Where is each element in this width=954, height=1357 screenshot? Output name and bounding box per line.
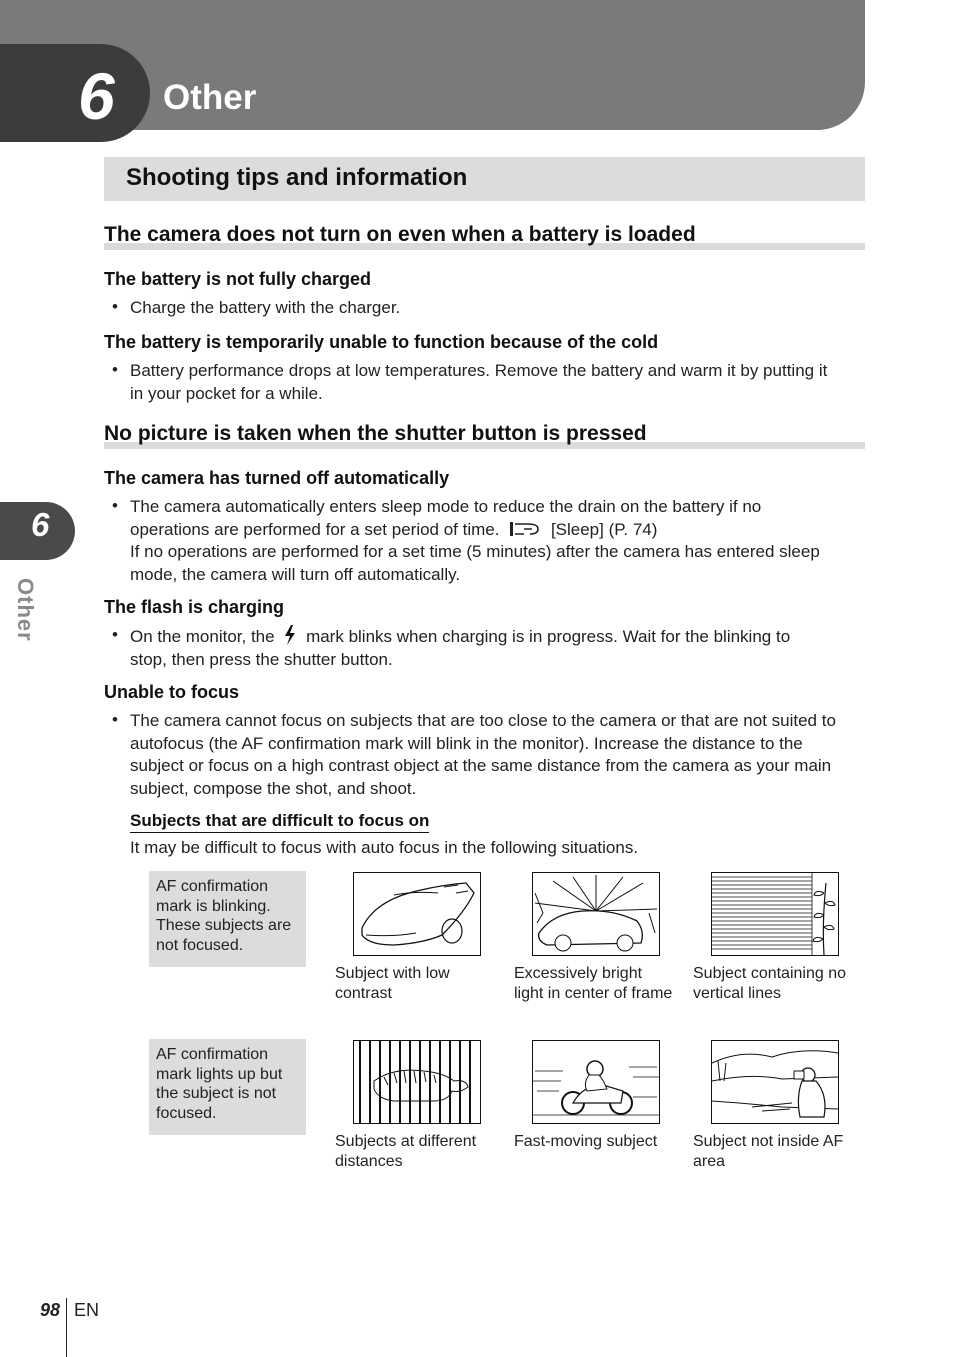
motorcycle-icon [532, 1040, 660, 1124]
subsection-heading-text: The camera does not turn on even when a battery is loaded [104, 223, 696, 246]
af-note-lit: AF confirmation mark lights up but the subject is not focused. [149, 1039, 306, 1135]
difficult-subjects-intro: It may be difficult to focus with auto focus in the following situations. [130, 838, 639, 857]
subsection-heading [104, 223, 865, 247]
bullet-text: Charge the battery with the charger. [130, 298, 401, 317]
bullet-continuation: If no operations are performed for a set time (5 minutes) after the camera has entered sleep mode, the camera will turn off automatically. [130, 542, 820, 584]
caption-low-contrast: Subject with low contrast [335, 965, 450, 1002]
bullet-mark: • [112, 360, 118, 379]
chapter-number-tab [0, 44, 150, 142]
topic-title: The battery is temporarily unable to function because of the cold [104, 332, 659, 352]
page-number: 98 [40, 1300, 61, 1320]
photographer-landscape-icon [711, 1040, 839, 1124]
chapter-number: 6 [78, 59, 115, 133]
side-chapter-number: 6 [31, 506, 50, 543]
topic-title: The battery is not fully charged [104, 269, 372, 289]
page-language: EN [74, 1300, 100, 1320]
car-low-contrast-icon [353, 872, 481, 956]
bullet-line [130, 519, 850, 542]
bullet-text [130, 625, 850, 671]
caption-no-vertical-lines: Subject containing no vertical lines [693, 965, 846, 1002]
subsection-heading-text: No picture is taken when the shutter button is pressed [104, 422, 647, 445]
bullet-text: The camera cannot focus on subjects that are too close to the camera or that are not suited to autofocus (the AF confirmation mark will blink in the monitor). Increase the distance to the subject or focus on a high contrast object at the same distance from the camera as your main subject, compose the shot, and shoot. [130, 711, 836, 798]
caption-bright-light: Excessively bright light in center of frame [514, 965, 673, 1002]
bullet-mark: • [112, 297, 118, 316]
topic-title: The flash is charging [104, 597, 285, 617]
caption-not-inside-af: Subject not inside AF area [693, 1133, 844, 1170]
section-heading [104, 157, 865, 201]
footer-divider [66, 1298, 67, 1357]
page-reference: [Sleep] (P. 74) [550, 519, 658, 539]
horizontal-lines-plant-icon [711, 872, 839, 956]
bullet-line [130, 625, 850, 649]
caption-different-distances: Subjects at different distances [335, 1133, 477, 1170]
car-bright-light-icon [532, 872, 660, 956]
reference-hand-icon [508, 521, 542, 537]
bullet-line-text: operations are performed for a set period of time. [130, 519, 500, 539]
bullet-mark: • [112, 496, 118, 515]
bullet-text: Battery performance drops at low temperatures. Remove the battery and warm it by putting it in your pocket for a while. [130, 361, 828, 403]
topic-title: Unable to focus [104, 682, 240, 702]
flash-icon [283, 625, 297, 645]
af-note-blinking: AF confirmation mark is blinking. These subjects are not focused. [149, 871, 306, 967]
side-chapter-label: Other [13, 578, 38, 642]
bullet-line-text: On the monitor, the [130, 627, 275, 646]
caption-fast-moving: Fast-moving subject [514, 1133, 658, 1150]
bullet-text [130, 496, 850, 586]
bullet-line: The camera automatically enters sleep mode to reduce the drain on the battery if no [130, 497, 762, 516]
chapter-title: Other [163, 78, 257, 117]
difficult-subjects-heading: Subjects that are difficult to focus on [130, 811, 429, 833]
tiger-behind-bars-icon [353, 1040, 481, 1124]
section-title: Shooting tips and information [126, 164, 468, 191]
bullet-mark: • [112, 625, 118, 644]
subsection-heading [104, 422, 865, 446]
bullet-line: stop, then press the shutter button. [130, 649, 393, 669]
bullet-line-text: mark blinks when charging is in progress. Wait for the blinking to [306, 627, 791, 646]
topic-title: The camera has turned off automatically [104, 468, 450, 488]
bullet-mark: • [112, 710, 118, 729]
